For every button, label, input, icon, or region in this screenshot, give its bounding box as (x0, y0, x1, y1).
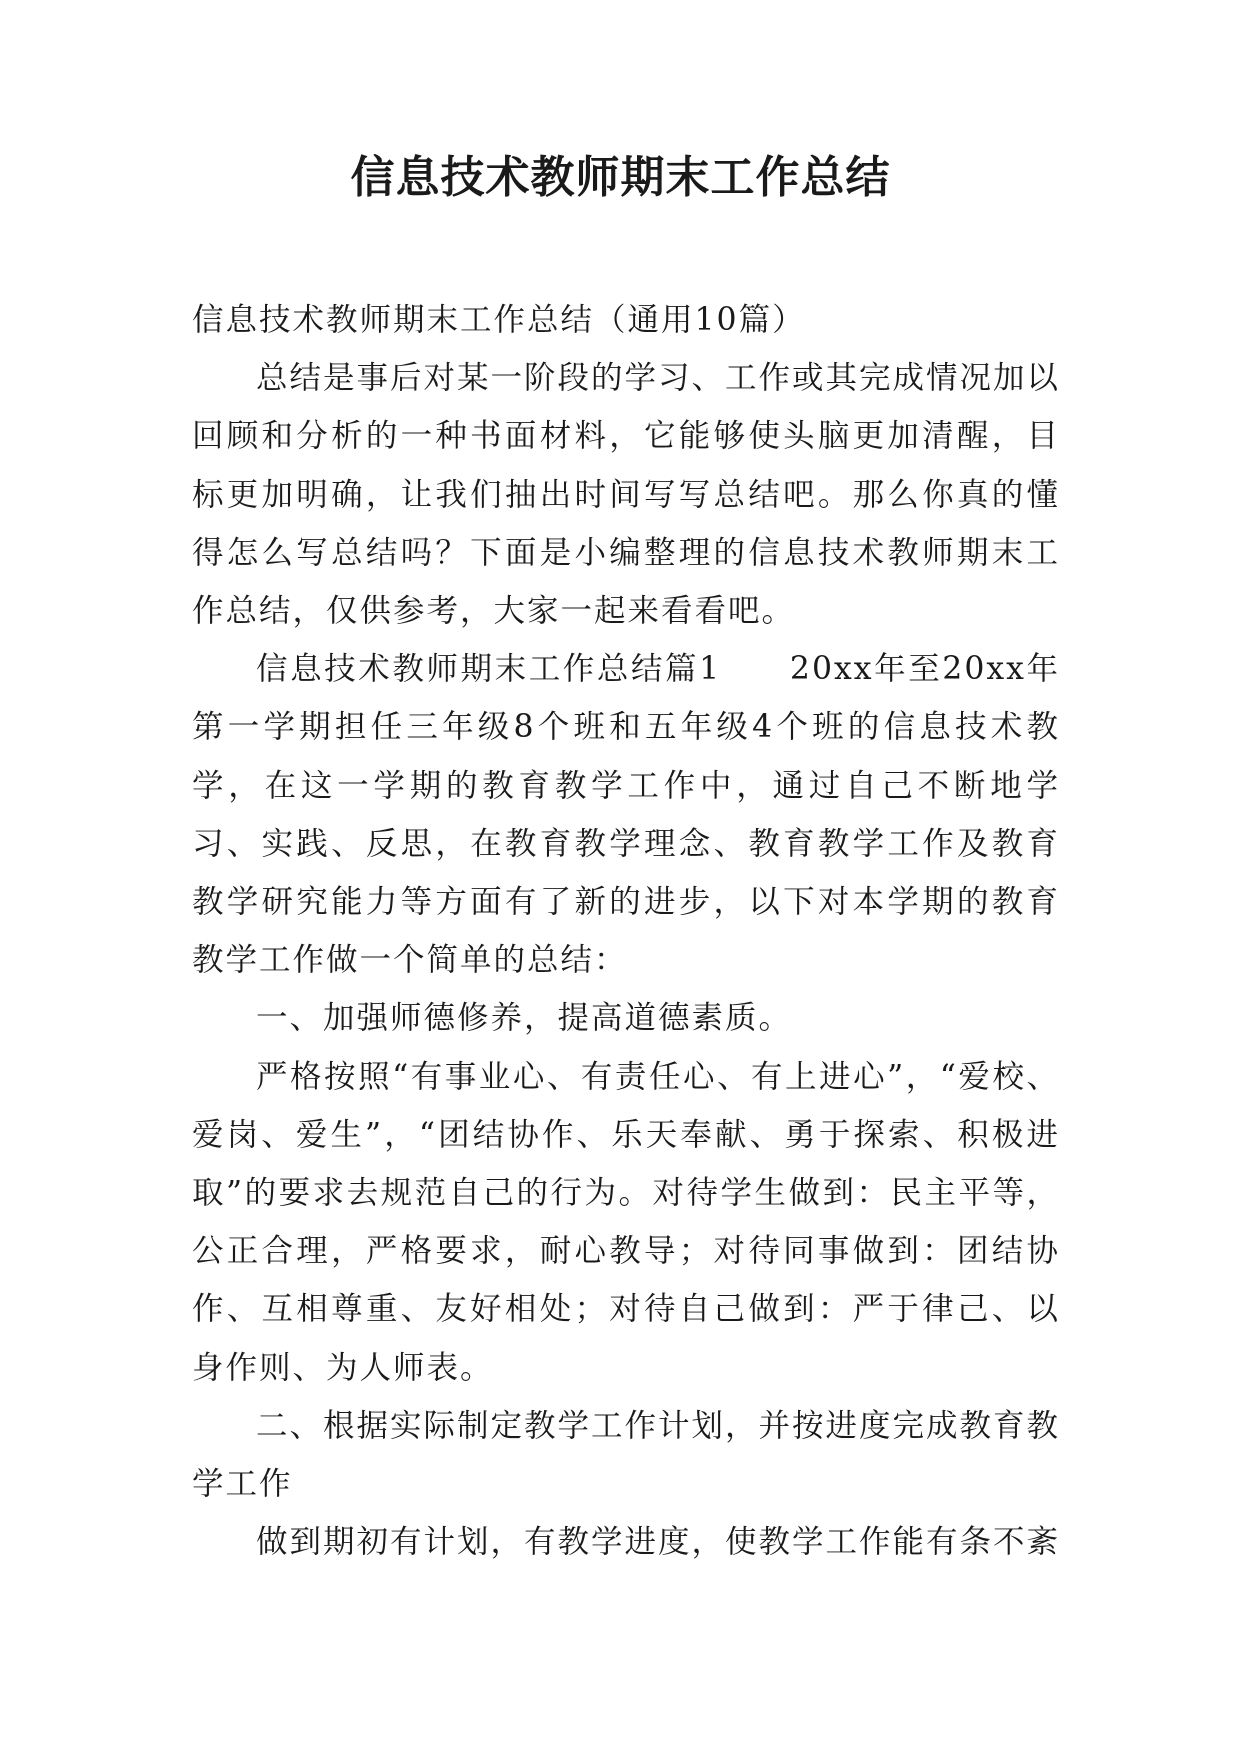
article-1-paragraph: 信息技术教师期末工作总结篇1 20xx年至20xx年第一学期担任三年级8个班和五年级4个班的信息技术教学，在这一学期的教育教学工作中，通过自己不断地学习、实践、反思，在教育教学理念、教育教学工作及教育教学研究能力等方面有了新的进步，以下对本学期的教育教学工作做一个简单的总结： (192, 651, 1060, 979)
document-body (192, 291, 1060, 1571)
document-title: 信息技术教师期末工作总结 (350, 152, 891, 203)
section-1-paragraph: 严格按照“有事业心、有责任心、有上进心”，“爱校、爱岗、爱生”，“团结协作、乐天奉献、勇于探索、积极进取”的要求去规范自己的行为。对待学生做到：民主平等，公正合理，严格要求，耐心教导；对待同事做到：团结协作、互相尊重、友好相处；对待自己做到：严于律己、以身作则、为人师表。 (192, 1058, 1060, 1386)
document-subtitle: 信息技术教师期末工作总结（通用10篇） (192, 302, 806, 338)
intro-paragraph: 总结是事后对某一阶段的学习、工作或其完成情况加以回顾和分析的一种书面材料，它能够使头脑更加清醒，目标更加明确，让我们抽出时间写写总结吧。那么你真的懂得怎么写总结吗？下面是小编整理的信息技术教师期末工作总结，仅供参考，大家一起来看看吧。 (192, 360, 1061, 630)
section-heading-1: 一、加强师德修养，提高道德素质。 (256, 1000, 793, 1037)
section-heading-2: 二、根据实际制定教学工作计划，并按进度完成教育教学工作 (192, 1407, 1061, 1503)
section-2-paragraph: 做到期初有计划，有教学进度，使教学工作能有条不紊 (256, 1524, 1061, 1561)
